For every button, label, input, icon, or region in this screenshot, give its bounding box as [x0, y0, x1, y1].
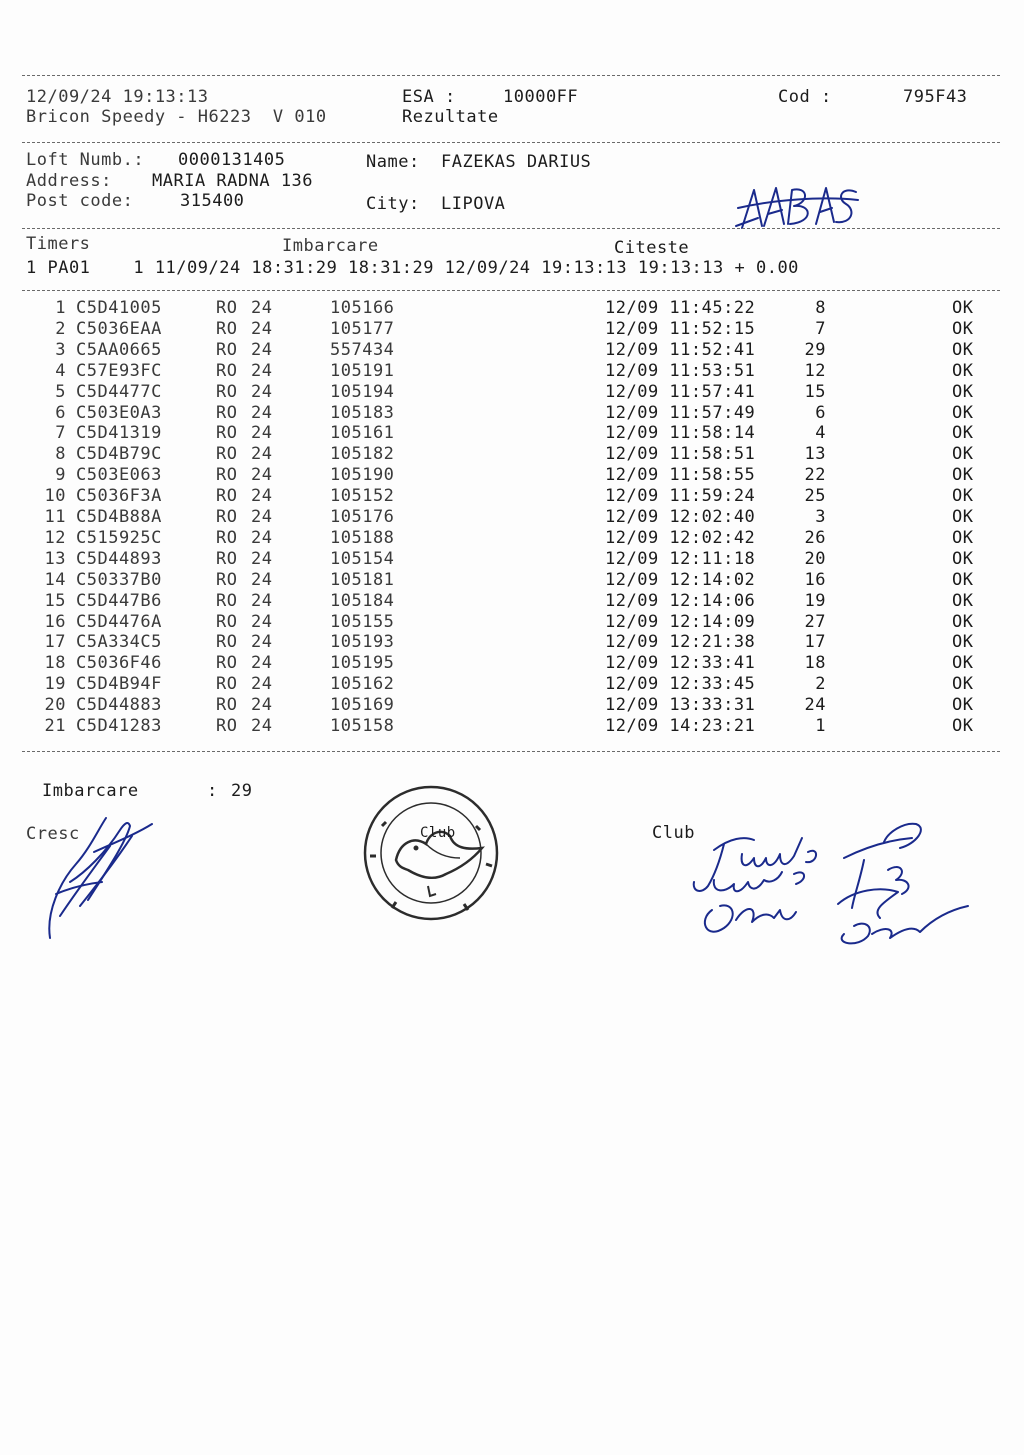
loft-number: 0000131405	[178, 150, 286, 170]
position: 19	[804, 590, 826, 611]
status-text: OK	[952, 465, 974, 486]
ring-year: 24	[251, 674, 273, 695]
table-row	[0, 528, 1024, 549]
arrival-time: 12/09 12:02:40	[605, 507, 756, 527]
ring-code: C5036EAA	[76, 318, 162, 339]
ring-code: C5D4B88A	[76, 507, 162, 527]
arrival-time: 12/09 12:33:41	[605, 653, 756, 674]
citeste-header: Citeste	[614, 238, 690, 258]
row-index: 21	[44, 716, 66, 736]
table-row	[0, 361, 1024, 382]
address-label: Address:	[26, 171, 112, 191]
position: 17	[804, 632, 826, 653]
ring-year: 24	[251, 423, 273, 444]
ring-number: 105181	[330, 569, 395, 590]
arrival-time: 12/09 12:21:38	[605, 632, 756, 653]
arrival-time: 12/09 11:58:51	[605, 444, 756, 465]
country-code: RO	[216, 716, 238, 736]
table-row	[0, 319, 1024, 340]
country-code: RO	[216, 339, 238, 360]
country-code: RO	[216, 590, 238, 611]
arrival-time: 12/09 14:23:21	[605, 716, 756, 736]
ring-number: 105176	[330, 507, 395, 527]
imbarcare-header: Imbarcare	[282, 236, 379, 256]
ring-year: 24	[251, 298, 273, 318]
row-index: 19	[44, 674, 66, 695]
row-index: 8	[55, 444, 66, 465]
position: 24	[804, 695, 826, 716]
row-index: 6	[55, 402, 66, 423]
status-text: OK	[952, 632, 974, 653]
ring-number: 105182	[330, 444, 395, 465]
ring-code: C5A334C5	[76, 632, 162, 653]
imbarcare-total-separator: :	[207, 781, 218, 801]
country-code: RO	[216, 527, 238, 548]
ring-year: 24	[251, 507, 273, 527]
table-row	[0, 444, 1024, 465]
ring-code: C5D41005	[76, 298, 162, 318]
arrival-time: 12/09 12:14:02	[605, 569, 756, 590]
arrival-time: 12/09 11:52:41	[605, 339, 756, 360]
country-code: RO	[216, 381, 238, 402]
row-index: 10	[44, 486, 66, 507]
position: 20	[804, 548, 826, 569]
ring-number: 105183	[330, 402, 395, 423]
table-row	[0, 653, 1024, 674]
ring-number: 105193	[330, 632, 395, 653]
position: 27	[804, 611, 826, 632]
ring-code: C5036F3A	[76, 486, 162, 507]
club-signatures	[684, 810, 974, 950]
esa-label: ESA :	[402, 87, 456, 107]
ring-code: C5D41283	[76, 716, 162, 736]
status-text: OK	[952, 402, 974, 423]
position: 8	[815, 298, 826, 318]
arrival-time: 12/09 11:58:55	[605, 465, 756, 486]
ring-year: 24	[251, 360, 273, 381]
ring-code: C5AA0665	[76, 339, 162, 360]
status-text: OK	[952, 318, 974, 339]
table-row	[0, 695, 1024, 716]
table-row	[0, 465, 1024, 486]
arrival-time: 12/09 12:14:06	[605, 590, 756, 611]
cod-label: Cod :	[778, 87, 832, 107]
country-code: RO	[216, 298, 238, 318]
name-value: FAZEKAS DARIUS	[441, 152, 592, 172]
status-text: OK	[952, 444, 974, 465]
city-label: City:	[366, 194, 420, 214]
name-label: Name:	[366, 152, 420, 172]
divider	[22, 228, 1000, 229]
row-index: 11	[44, 507, 66, 527]
row-index: 9	[55, 465, 66, 486]
table-row	[0, 716, 1024, 737]
row-index: 14	[44, 569, 66, 590]
row-index: 20	[44, 695, 66, 716]
handwritten-note	[732, 178, 862, 234]
status-text: OK	[952, 569, 974, 590]
ring-number: 105194	[330, 381, 395, 402]
ring-year: 24	[251, 527, 273, 548]
row-index: 18	[44, 653, 66, 674]
status-text: OK	[952, 674, 974, 695]
table-row	[0, 549, 1024, 570]
country-code: RO	[216, 695, 238, 716]
ring-year: 24	[251, 590, 273, 611]
ring-number: 105154	[330, 548, 395, 569]
divider	[22, 142, 1000, 143]
ring-year: 24	[251, 611, 273, 632]
position: 15	[804, 381, 826, 402]
status-text: OK	[952, 486, 974, 507]
ring-number: 557434	[330, 339, 395, 360]
ring-code: C5D44883	[76, 695, 162, 716]
position: 4	[815, 423, 826, 444]
ring-year: 24	[251, 402, 273, 423]
ring-number: 105152	[330, 486, 395, 507]
ring-code: C5D4B94F	[76, 674, 162, 695]
ring-number: 105191	[330, 360, 395, 381]
position: 22	[804, 465, 826, 486]
ring-number: 105158	[330, 716, 395, 736]
ring-year: 24	[251, 569, 273, 590]
ring-year: 24	[251, 444, 273, 465]
status-text: OK	[952, 381, 974, 402]
status-text: OK	[952, 423, 974, 444]
ring-number: 105162	[330, 674, 395, 695]
position: 3	[815, 507, 826, 527]
timer-line: 1 PA01 1 11/09/24 18:31:29 18:31:29 12/09/24 19:13:13 19:13:13 + 0.00	[26, 258, 799, 278]
position: 1	[815, 716, 826, 736]
arrival-time: 12/09 12:33:45	[605, 674, 756, 695]
row-index: 7	[55, 423, 66, 444]
city-value: LIPOVA	[441, 194, 506, 214]
position: 2	[815, 674, 826, 695]
status-text: OK	[952, 339, 974, 360]
status-text: OK	[952, 527, 974, 548]
imbarcare-total-value: 29	[231, 781, 253, 801]
table-row	[0, 591, 1024, 612]
ring-year: 24	[251, 339, 273, 360]
country-code: RO	[216, 423, 238, 444]
arrival-time: 12/09 11:59:24	[605, 486, 756, 507]
arrival-time: 12/09 11:52:15	[605, 318, 756, 339]
divider	[22, 290, 1000, 291]
table-row	[0, 403, 1024, 424]
row-index: 16	[44, 611, 66, 632]
ring-year: 24	[251, 548, 273, 569]
ring-code: C503E063	[76, 465, 162, 486]
ring-year: 24	[251, 465, 273, 486]
ring-year: 24	[251, 695, 273, 716]
row-index: 2	[55, 318, 66, 339]
ring-number: 105155	[330, 611, 395, 632]
status-text: OK	[952, 298, 974, 318]
position: 12	[804, 360, 826, 381]
divider	[22, 75, 1000, 76]
ring-code: C57E93FC	[76, 360, 162, 381]
divider	[22, 751, 1000, 752]
post-code-value: 315400	[180, 191, 245, 211]
arrival-time: 12/09 11:45:22	[605, 298, 756, 318]
position: 29	[804, 339, 826, 360]
crescator-label: Cresc	[26, 824, 80, 844]
arrival-time: 12/09 13:33:31	[605, 695, 756, 716]
row-index: 5	[55, 381, 66, 402]
arrival-time: 12/09 11:58:14	[605, 423, 756, 444]
ring-year: 24	[251, 318, 273, 339]
club-label: Club	[652, 823, 695, 843]
breeder-signature	[36, 812, 156, 942]
ring-year: 24	[251, 716, 273, 736]
ring-code: C5D41319	[76, 423, 162, 444]
table-row	[0, 674, 1024, 695]
club-stamp	[356, 778, 506, 928]
arrival-time: 12/09 12:11:18	[605, 548, 756, 569]
position: 13	[804, 444, 826, 465]
status-text: OK	[952, 653, 974, 674]
arrival-time: 12/09 12:14:09	[605, 611, 756, 632]
status-text: OK	[952, 590, 974, 611]
timers-label: Timers	[26, 234, 91, 254]
arrival-time: 12/09 11:57:49	[605, 402, 756, 423]
position: 26	[804, 527, 826, 548]
country-code: RO	[216, 360, 238, 381]
loft-label: Loft Numb.:	[26, 150, 145, 170]
ring-number: 105166	[330, 298, 395, 318]
country-code: RO	[216, 653, 238, 674]
country-code: RO	[216, 632, 238, 653]
ring-number: 105161	[330, 423, 395, 444]
ring-year: 24	[251, 653, 273, 674]
imbarcare-total-label: Imbarcare	[42, 781, 139, 801]
row-index: 4	[55, 360, 66, 381]
cod-value: 795F43	[903, 87, 968, 107]
table-row	[0, 423, 1024, 444]
country-code: RO	[216, 569, 238, 590]
status-text: OK	[952, 716, 974, 736]
position: 6	[815, 402, 826, 423]
ring-code: C50337B0	[76, 569, 162, 590]
table-row	[0, 486, 1024, 507]
arrival-time: 12/09 12:02:42	[605, 527, 756, 548]
country-code: RO	[216, 402, 238, 423]
ring-number: 105184	[330, 590, 395, 611]
table-row	[0, 570, 1024, 591]
table-row	[0, 632, 1024, 653]
table-row	[0, 382, 1024, 403]
status-text: OK	[952, 611, 974, 632]
row-index: 15	[44, 590, 66, 611]
country-code: RO	[216, 611, 238, 632]
report-title: Rezultate	[402, 107, 499, 127]
table-row	[0, 340, 1024, 361]
country-code: RO	[216, 674, 238, 695]
ring-code: C515925C	[76, 527, 162, 548]
country-code: RO	[216, 507, 238, 527]
status-text: OK	[952, 548, 974, 569]
ring-number: 105188	[330, 527, 395, 548]
ring-number: 105169	[330, 695, 395, 716]
arrival-time: 12/09 11:53:51	[605, 360, 756, 381]
stamp-club-text: Club	[420, 825, 456, 841]
row-index: 13	[44, 548, 66, 569]
status-text: OK	[952, 507, 974, 527]
ring-number: 105190	[330, 465, 395, 486]
ring-year: 24	[251, 381, 273, 402]
table-row	[0, 298, 1024, 319]
status-text: OK	[952, 360, 974, 381]
country-code: RO	[216, 444, 238, 465]
position: 16	[804, 569, 826, 590]
position: 7	[815, 318, 826, 339]
print-datetime: 12/09/24 19:13:13	[26, 87, 209, 107]
ring-code: C5D447B6	[76, 590, 162, 611]
device-model: Bricon Speedy - H6223 V 010	[26, 107, 327, 127]
table-row	[0, 507, 1024, 528]
country-code: RO	[216, 548, 238, 569]
ring-year: 24	[251, 486, 273, 507]
table-row	[0, 612, 1024, 633]
country-code: RO	[216, 486, 238, 507]
ring-code: C5036F46	[76, 653, 162, 674]
ring-code: C503E0A3	[76, 402, 162, 423]
address-value: MARIA RADNA 136	[152, 171, 314, 191]
ring-code: C5D4477C	[76, 381, 162, 402]
country-code: RO	[216, 318, 238, 339]
row-index: 12	[44, 527, 66, 548]
ring-code: C5D4B79C	[76, 444, 162, 465]
country-code: RO	[216, 465, 238, 486]
ring-number: 105177	[330, 318, 395, 339]
ring-code: C5D4476A	[76, 611, 162, 632]
row-index: 3	[55, 339, 66, 360]
position: 18	[804, 653, 826, 674]
arrival-time: 12/09 11:57:41	[605, 381, 756, 402]
row-index: 1	[55, 298, 66, 318]
ring-year: 24	[251, 632, 273, 653]
status-text: OK	[952, 695, 974, 716]
row-index: 17	[44, 632, 66, 653]
position: 25	[804, 486, 826, 507]
ring-number: 105195	[330, 653, 395, 674]
ring-code: C5D44893	[76, 548, 162, 569]
esa-value: 10000FF	[503, 87, 579, 107]
post-code-label: Post code:	[26, 191, 134, 211]
